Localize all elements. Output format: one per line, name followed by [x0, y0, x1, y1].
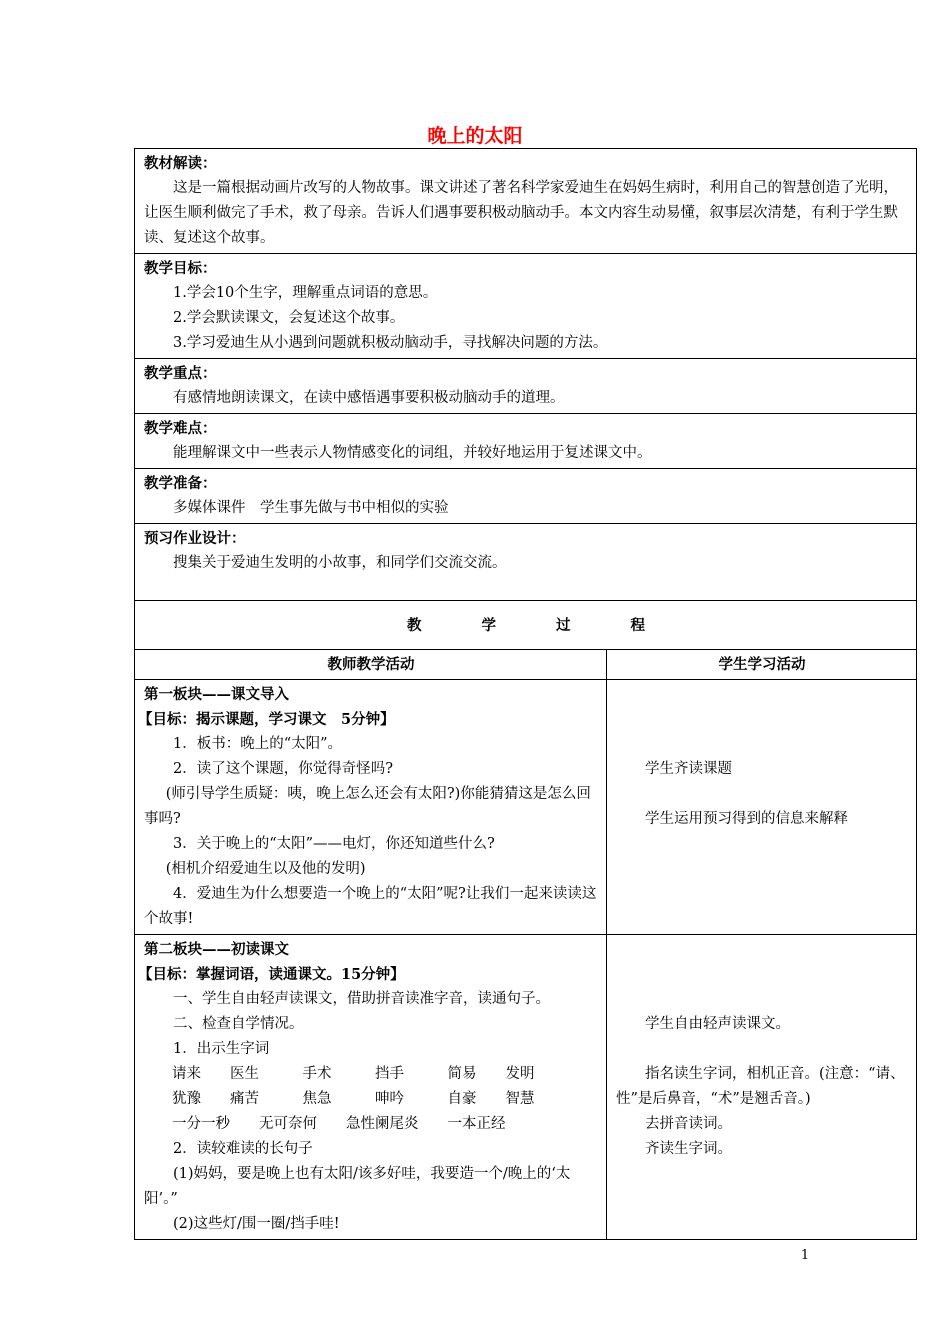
block1-row — [135, 680, 917, 935]
goal-item: 1.学会10个生字，理解重点词语的意思。 — [173, 285, 438, 301]
section-heading: 教学目标： — [144, 260, 217, 277]
block2-teacher-cell — [135, 935, 607, 1240]
section-text: 搜集关于爱迪生发明的小故事，和同学们交流交流。 — [173, 555, 507, 571]
section-heading: 教材解读： — [144, 155, 217, 172]
block1-student-cell — [607, 680, 917, 935]
section-heading: 教学准备： — [144, 475, 217, 492]
student-line: 学生运用预习得到的信息来解释 — [645, 811, 848, 827]
block-line: 4．爱迪生为什么想要造一个晚上的“太阳”呢?让我们一起来读读这个故事! — [144, 886, 597, 927]
student-line: 指名读生字词，相机正音。(注意：“请、性”是后鼻音，“术”是翘舌音。) — [616, 1066, 905, 1107]
student-line: 去拼音读词。 — [645, 1116, 732, 1132]
block-line: 二、检查自学情况。 — [173, 1016, 304, 1032]
page-number: 1 — [800, 1248, 810, 1263]
vocab-row: 犹豫 痛苦 焦急 呻吟 自豪 智慧 — [172, 1091, 535, 1107]
block-goal: 【目标：揭示课题，学习课文 5分钟】 — [138, 711, 395, 728]
process-char: 过 — [556, 616, 571, 634]
section-text: 这是一篇根据动画片改写的人物故事。课文讲述了著名科学家爱迪生在妈妈生病时，利用自己的智慧创造了光明，让医生顺利做完了手术，救了母亲。告诉人们遇事要积极动脑动手。本文内容生动易懂，叙事层次清楚，有利于学生默读、复述这个故事。 — [144, 180, 898, 246]
block-line: 3．关于晚上的“太阳”——电灯，你还知道些什么? — [173, 836, 495, 852]
student-activity-header: 学生学习活动 — [607, 650, 917, 680]
section-heading: 预习作业设计： — [144, 530, 246, 547]
process-char: 程 — [630, 616, 645, 634]
vocab-row: 请来 医生 手术 挡手 简易 发明 — [172, 1066, 535, 1082]
block-line: 1．出示生字词 — [173, 1041, 270, 1057]
block-line: 一、学生自由轻声读课文，借助拼音读准字音，读通句子。 — [173, 991, 550, 1007]
section-heading: 教学重点： — [144, 365, 217, 382]
block-line: (2)这些灯/围一圈/挡手哇! — [173, 1216, 340, 1232]
block-line: (相机介绍爱迪生以及他的发明) — [165, 861, 366, 877]
block-line: 1．板书：晚上的“太阳”。 — [173, 736, 343, 752]
section-jiaocai — [135, 149, 917, 254]
section-text: 有感情地朗读课文，在读中感悟遇事要积极动脑动手的道理。 — [173, 390, 565, 406]
document-title: 晚上的太阳 — [427, 125, 523, 147]
vocab-row: 一分一秒 无可奈何 急性阑尾炎 一本正经 — [172, 1116, 506, 1132]
lesson-plan-table — [134, 148, 917, 1240]
column-header-row — [135, 650, 917, 680]
student-line: 学生齐读课题 — [645, 761, 732, 777]
block-title: 第一板块——课文导入 — [144, 686, 289, 703]
teacher-activity-header: 教师教学活动 — [135, 650, 607, 680]
block-line: (1)妈妈，要是晚上也有太阳/该多好哇，我要造一个/晚上的‘太阳’。” — [144, 1166, 571, 1207]
section-nandian — [135, 414, 917, 469]
block-line: 2．读较难读的长句子 — [173, 1141, 313, 1157]
block-goal: 【目标：掌握词语，读通课文。15分钟】 — [138, 966, 405, 983]
section-zhongdian — [135, 359, 917, 414]
block2-student-cell — [607, 935, 917, 1240]
block2-row — [135, 935, 917, 1240]
block-line: 2．读了这个课题，你觉得奇怪吗? — [173, 761, 393, 777]
section-text: 多媒体课件 学生事先做与书中相似的实验 — [173, 500, 449, 516]
section-yuxi — [135, 524, 917, 601]
block-title: 第二板块——初读课文 — [144, 941, 289, 958]
student-line: 学生自由轻声读课文。 — [645, 1016, 790, 1032]
block-line: (师引导学生质疑：咦，晚上怎么还会有太阳?)你能猜猜这是怎么回事吗? — [144, 786, 591, 827]
student-line: 齐读生字词。 — [645, 1141, 732, 1157]
section-mubiao — [135, 254, 917, 359]
section-text: 能理解课文中一些表示人物情感变化的词组，并较好地运用于复述课文中。 — [173, 445, 652, 461]
block1-teacher-cell — [135, 680, 607, 935]
process-heading-row — [135, 601, 917, 650]
section-heading: 教学难点： — [144, 420, 217, 437]
goal-item: 2.学会默读课文，会复述这个故事。 — [173, 310, 405, 326]
process-char: 学 — [481, 616, 496, 634]
process-char: 教 — [407, 616, 422, 634]
section-zhunbei — [135, 469, 917, 524]
goal-item: 3.学习爱迪生从小遇到问题就积极动脑动手，寻找解决问题的方法。 — [173, 335, 608, 351]
